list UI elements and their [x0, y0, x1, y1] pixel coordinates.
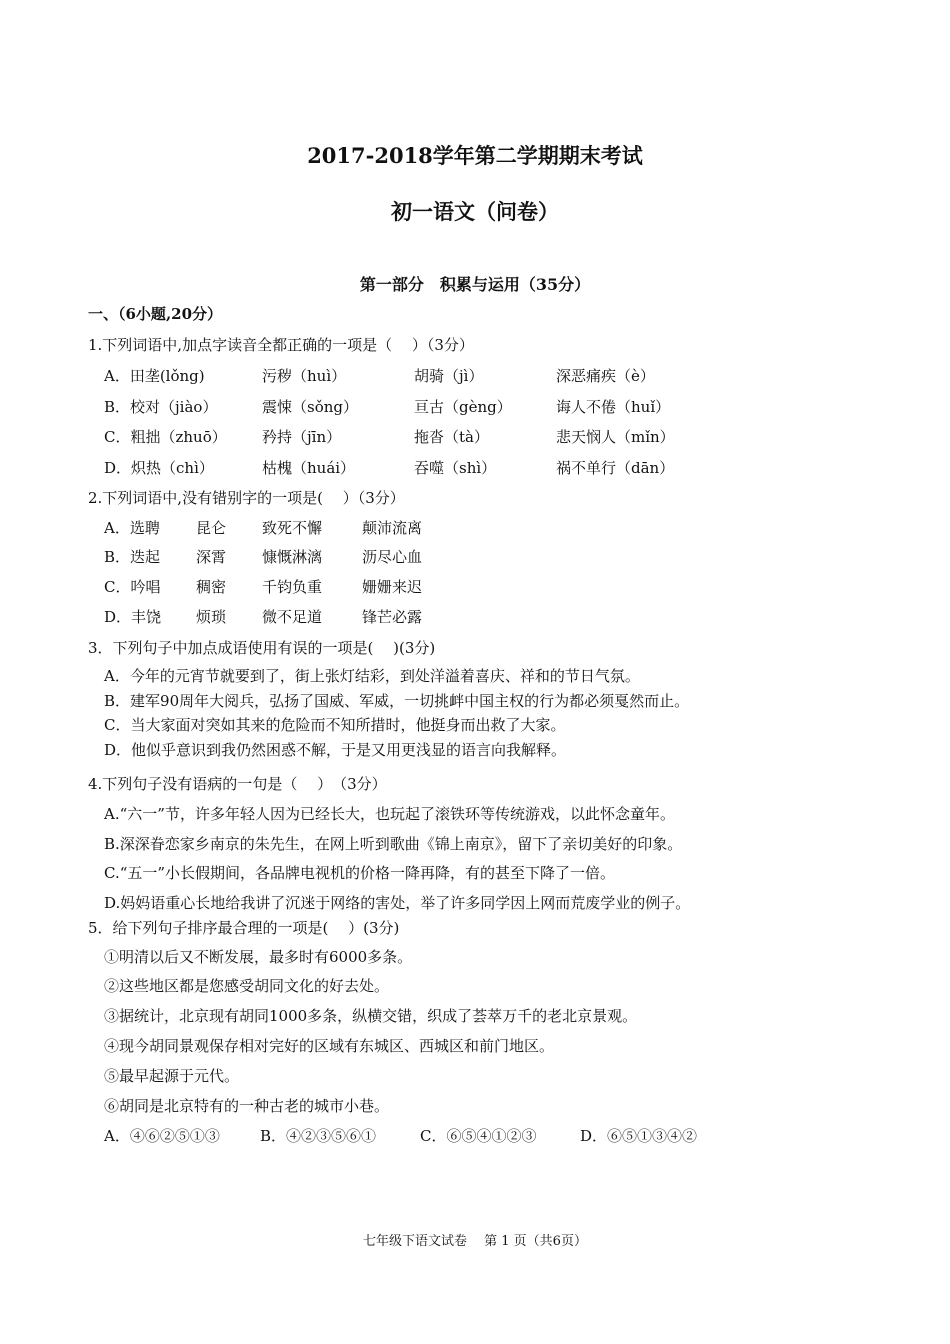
question-3-option-b: B．建军90周年大阅兵，弘扬了国威、军威，一切挑衅中国主权的行为都必须戛然而止。 [104, 692, 690, 710]
question-5-stem: 5．给下列句子排序最合理的一项是( ）(3分) [88, 919, 400, 937]
option-cell: A．选聘 [104, 519, 160, 537]
question-4-option-b: B.深深眷恋家乡南京的朱先生，在网上听到歌曲《锦上南京》，留下了亲切美好的印象。 [104, 835, 683, 853]
exam-subtitle: 初一语文（问卷） [391, 199, 559, 224]
question-4-stem: 4.下列句子没有语病的一句是（ ） （3分） [88, 775, 387, 793]
choice-c: C．⑥⑤④①②③ [420, 1127, 537, 1145]
option-cell: C．粗拙（zhuō） [104, 428, 227, 446]
option-cell: 深恶痛疾（è） [556, 367, 655, 385]
question-2-stem: 2.下列词语中,没有错别字的一项是( ）（3分） [88, 489, 405, 507]
option-cell: 昆仑 [196, 519, 227, 537]
option-cell: 污秽（huì） [262, 367, 347, 385]
option-cell: 矜持（jīn） [262, 428, 342, 446]
option-cell: D．丰饶 [104, 608, 162, 626]
section-heading: 一、（6小题,20分） [88, 305, 223, 323]
option-cell: 枯槐（huái） [262, 459, 356, 477]
option-cell: 震悚（sǒng） [262, 398, 358, 416]
choice-b: B．④②③⑤⑥① [260, 1127, 377, 1145]
option-cell: 烦琐 [196, 608, 227, 626]
option-cell: A．田垄(lǒng) [104, 367, 205, 385]
option-cell: 锋芒必露 [362, 608, 423, 626]
option-cell: 诲人不倦（huǐ） [556, 398, 671, 416]
option-cell: 沥尽心血 [362, 548, 423, 566]
question-5-sentence: ②这些地区都是您感受胡同文化的好去处。 [104, 977, 390, 995]
option-cell: 悲天悯人（mǐn） [556, 428, 675, 446]
question-3-option-c: C．当大家面对突如其来的危险而不知所措时，他挺身而出救了大家。 [104, 716, 566, 734]
option-cell: 稠密 [196, 578, 227, 596]
option-cell: 深霄 [196, 548, 227, 566]
question-5-sentence: ①明清以后又不断发展，最多时有6000多条。 [104, 948, 413, 966]
question-3-option-a: A．今年的元宵节就要到了，街上张灯结彩，到处洋溢着喜庆、祥和的节日气氛。 [104, 667, 640, 685]
question-5-sentence: ⑤最早起源于元代。 [104, 1067, 240, 1085]
option-cell: 致死不懈 [262, 519, 323, 537]
option-cell: 微不足道 [262, 608, 323, 626]
option-cell: 拖沓（tà） [414, 428, 489, 446]
choice-d: D．⑥⑤①③④② [580, 1127, 698, 1145]
option-cell: B．迭起 [104, 548, 161, 566]
option-cell: B．校对（jiào） [104, 398, 218, 416]
page-footer: 七年级下语文试卷 第 1 页（共6页） [363, 1234, 587, 1249]
option-cell: 吞噬（shì） [414, 459, 497, 477]
question-3-stem: 3．下列句子中加点成语使用有误的一项是( )(3分) [88, 639, 436, 657]
question-3-option-d: D．他似乎意识到我仍然困惑不解，于是又用更浅显的语言向我解释。 [104, 741, 567, 759]
question-5-sentence: ⑥胡同是北京特有的一种古老的城市小巷。 [104, 1097, 390, 1115]
option-cell: D．炽热（chì） [104, 459, 214, 477]
exam-title: 2017-2018学年第二学期期末考试 [307, 143, 643, 168]
option-cell: 胡骑（jì） [414, 367, 484, 385]
option-cell: 亘古（gèng） [414, 398, 512, 416]
option-cell: 千钧负重 [262, 578, 323, 596]
question-5-sentence: ④现今胡同景观保存相对完好的区域有东城区、西城区和前门地区。 [104, 1037, 555, 1055]
option-cell: 慷慨淋漓 [262, 548, 323, 566]
question-4-option-d: D.妈妈语重心长地给我讲了沉迷于网络的害处，举了许多同学因上网而荒废学业的例子。 [104, 894, 691, 912]
option-cell: 颠沛流离 [362, 519, 423, 537]
option-cell: 姗姗来迟 [362, 578, 423, 596]
question-5-sentence: ③据统计，北京现有胡同1000多条，纵横交错，织成了荟萃万千的老北京景观。 [104, 1007, 638, 1025]
question-1-stem: 1.下列词语中,加点字读音全都正确的一项是（ ）（3分） [88, 336, 474, 354]
option-cell: C．吟唱 [104, 578, 161, 596]
choice-a: A．④⑥②⑤①③ [104, 1127, 220, 1145]
question-4-option-a: A.“六一”节，许多年轻人因为已经长大，也玩起了滚铁环等传统游戏，以此怀念童年。 [104, 805, 675, 823]
question-4-option-c: C.“五一”小长假期间，各品牌电视机的价格一降再降，有的甚至下降了一倍。 [104, 864, 616, 882]
option-cell: 祸不单行（dān） [556, 459, 675, 477]
part-heading: 第一部分 积累与运用（35分） [359, 275, 591, 294]
